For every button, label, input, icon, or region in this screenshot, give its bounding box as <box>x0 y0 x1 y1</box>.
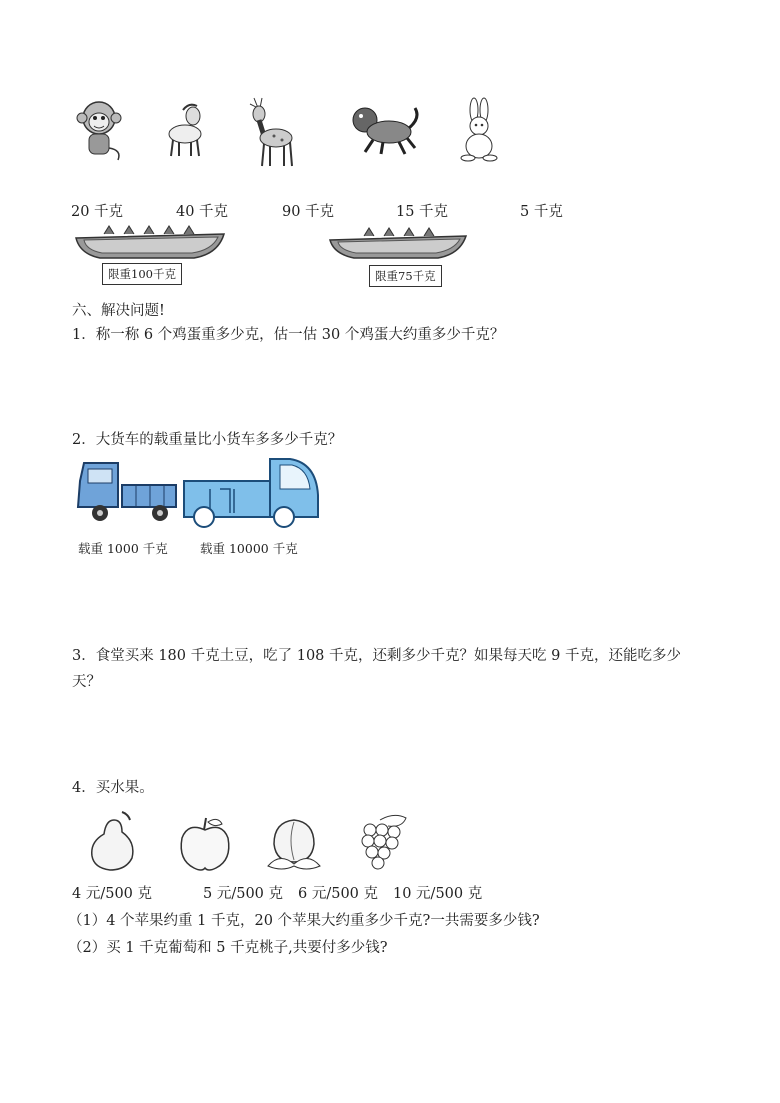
fruit-price: 4 元/500 克 <box>72 886 153 902</box>
animal-weight: 5 千克 <box>520 204 563 220</box>
peach-icon <box>262 816 326 872</box>
big-truck-icon <box>180 455 320 527</box>
animal-weight: 40 千克 <box>176 204 229 220</box>
question-3-line1: 3．食堂买来 180 千克土豆，吃了 108 千克，还剩多少千克？如果每天吃 9 千克，还能吃多少 <box>72 648 681 664</box>
dog-icon <box>349 100 423 156</box>
animal-weight: 20 千克 <box>71 204 124 220</box>
monkey-icon <box>74 98 124 162</box>
goat-icon <box>163 102 211 158</box>
truck-capacity-label: 载重 1000 千克 <box>78 541 168 556</box>
question-4: 4．买水果。 <box>72 780 154 796</box>
small-truck-icon <box>74 459 178 523</box>
boat-icon <box>328 224 468 264</box>
boat-limit-label: 限重75千克 <box>369 265 442 287</box>
question-2: 2．大货车的载重量比小货车多多少千克？ <box>72 432 343 448</box>
grapes-icon <box>358 812 410 874</box>
question-4-part-1: （1）4 个苹果约重 1 千克，20 个苹果大约重多少千克?一共需要多少钱? <box>68 913 540 929</box>
fruit-price: 6 元/500 克 <box>298 886 379 902</box>
question-3-line2: 天？ <box>72 674 101 690</box>
truck-capacity-label: 载重 10000 千克 <box>200 541 298 556</box>
boat-limit-label: 限重100千克 <box>102 263 182 285</box>
rabbit-icon <box>458 98 500 162</box>
animal-weight: 90 千克 <box>282 204 335 220</box>
question-4-part-2: （2）买 1 千克葡萄和 5 千克桃子,共要付多少钱? <box>68 940 388 956</box>
apple-icon <box>178 814 232 872</box>
deer-icon <box>244 96 298 168</box>
fruit-price: 5 元/500 克 <box>203 886 284 902</box>
section-title: 六、解决问题! <box>72 303 165 319</box>
animal-weight: 15 千克 <box>396 204 449 220</box>
question-1: 1．称一称 6 个鸡蛋重多少克，估一估 30 个鸡蛋大约重多少千克？ <box>72 327 505 343</box>
boat-icon <box>74 224 226 264</box>
pear-icon <box>88 810 140 872</box>
fruit-price: 10 元/500 克 <box>393 886 483 902</box>
